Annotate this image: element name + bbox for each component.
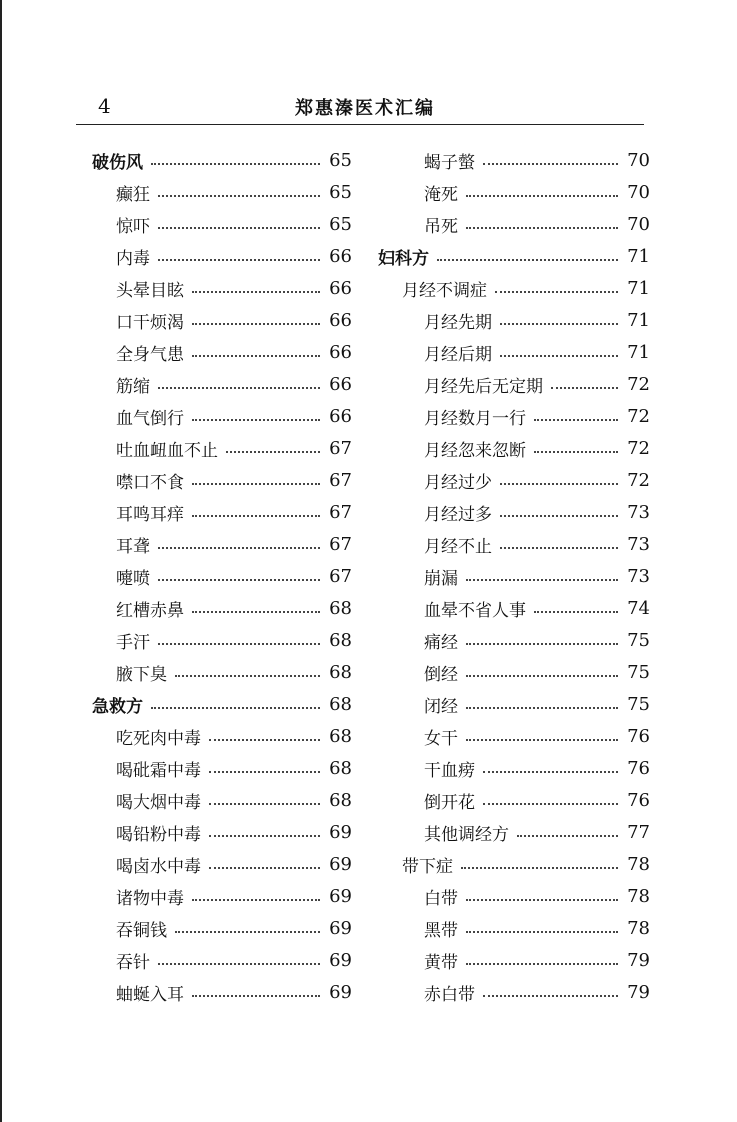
toc-entry: [92, 784, 352, 816]
dot-leader: [192, 995, 320, 997]
toc-entry-page: 75: [627, 629, 650, 651]
toc-entry-page: 68: [329, 757, 352, 779]
toc-entry: [378, 176, 650, 208]
toc-entry-page: 65: [329, 181, 352, 203]
toc-entry-page: 69: [329, 981, 352, 1003]
toc-entry-page: 78: [627, 917, 650, 939]
toc-entry-title: 白带: [424, 888, 458, 909]
toc-entry-page: 70: [627, 213, 650, 235]
toc-entry: [92, 336, 352, 368]
toc-entry-title: 红槽赤鼻: [116, 600, 184, 621]
toc-entry-title: 头晕目眩: [116, 280, 184, 301]
toc-entry-title: 倒经: [424, 664, 458, 685]
dot-leader: [466, 227, 618, 229]
book-title: 郑惠溱医术汇编: [295, 98, 435, 119]
toc-entry-title: 黑带: [424, 920, 458, 941]
toc-entry-title: 惊吓: [116, 216, 150, 237]
toc-entry-page: 76: [627, 725, 650, 747]
dot-leader: [158, 643, 320, 645]
toc-entry: [378, 848, 650, 880]
dot-leader: [192, 515, 320, 517]
dot-leader: [192, 483, 320, 485]
toc-entry-page: 67: [329, 437, 352, 459]
toc-entry-title: 闭经: [424, 696, 458, 717]
toc-entry-title: 血气倒行: [116, 408, 184, 429]
toc-entry-title: 女干: [424, 728, 458, 749]
toc-entry: [92, 400, 352, 432]
dot-leader: [158, 227, 320, 229]
dot-leader: [466, 899, 618, 901]
toc-entry-page: 66: [329, 245, 352, 267]
toc-entry-title: 月经先期: [424, 312, 492, 333]
dot-leader: [158, 579, 320, 581]
toc-entry: [92, 976, 352, 1008]
toc-entry: [378, 944, 650, 976]
toc-entry: [92, 432, 352, 464]
toc-entry-page: 68: [329, 629, 352, 651]
toc-entry-page: 79: [627, 981, 650, 1003]
toc-entry-page: 73: [627, 533, 650, 555]
dot-leader: [466, 643, 618, 645]
toc-entry-title: 蝎子螫: [424, 152, 475, 173]
dot-leader: [466, 739, 618, 741]
toc-entry: [378, 784, 650, 816]
toc-entry: [378, 752, 650, 784]
toc-entry: [92, 624, 352, 656]
toc-entry-title: 月经后期: [424, 344, 492, 365]
dot-leader: [466, 579, 618, 581]
toc-entry-page: 69: [329, 917, 352, 939]
toc-entry-page: 71: [627, 309, 650, 331]
toc-entry: [92, 560, 352, 592]
toc-entry-page: 72: [627, 405, 650, 427]
dot-leader: [495, 291, 618, 293]
toc-entry-title: 赤白带: [424, 984, 475, 1005]
toc-entry: [92, 240, 352, 272]
toc-entry-page: 71: [627, 341, 650, 363]
toc-entry-page: 75: [627, 661, 650, 683]
toc-entry-title: 内毒: [116, 248, 150, 269]
dot-leader: [158, 547, 320, 549]
toc-entry-page: 79: [627, 949, 650, 971]
header-rule: [76, 124, 644, 125]
dot-leader: [192, 899, 320, 901]
page-header: [0, 92, 737, 122]
dot-leader: [466, 931, 618, 933]
toc-entry: [378, 464, 650, 496]
toc-entry-page: 71: [627, 277, 650, 299]
toc-entry-title: 月经先后无定期: [424, 376, 543, 397]
toc-entry-title: 月经忽来忽断: [424, 440, 526, 461]
toc-entry-title: 蚰蜒入耳: [116, 984, 184, 1005]
dot-leader: [151, 707, 320, 709]
toc-entry-page: 66: [329, 405, 352, 427]
dot-leader: [534, 451, 618, 453]
dot-leader: [158, 963, 320, 965]
toc-entry-page: 72: [627, 373, 650, 395]
toc-entry: [92, 752, 352, 784]
toc-entry-title: 腋下臭: [116, 664, 167, 685]
toc-entry-page: 69: [329, 853, 352, 875]
toc-entry-title: 口干烦渴: [116, 312, 184, 333]
dot-leader: [192, 355, 320, 357]
dot-leader: [517, 835, 618, 837]
dot-leader: [500, 323, 618, 325]
page-left-border: [0, 0, 2, 1122]
toc-entry-page: 69: [329, 821, 352, 843]
dot-leader: [466, 195, 618, 197]
page-number: 4: [98, 94, 111, 118]
dot-leader: [483, 163, 618, 165]
toc-entry: [378, 496, 650, 528]
toc-entry: [92, 944, 352, 976]
toc-entry: [378, 624, 650, 656]
dot-leader: [461, 867, 618, 869]
toc-entry: [378, 272, 650, 304]
dot-leader: [500, 515, 618, 517]
toc-entry: [378, 720, 650, 752]
toc-entry-title: 崩漏: [424, 568, 458, 589]
toc-entry: [378, 880, 650, 912]
toc-entry-title: 喝铅粉中毒: [116, 824, 201, 845]
dot-leader: [192, 323, 320, 325]
toc-entry-title: 吞铜钱: [116, 920, 167, 941]
dot-leader: [175, 931, 320, 933]
toc-entry-page: 68: [329, 661, 352, 683]
toc-entry: [92, 144, 352, 176]
toc-entry: [92, 688, 352, 720]
toc-entry: [378, 240, 650, 272]
toc-left-column: [92, 144, 352, 1008]
toc-entry-title: 倒开花: [424, 792, 475, 813]
toc-entry-title: 耳聋: [116, 536, 150, 557]
toc-entry: [92, 528, 352, 560]
toc-entry-title: 癫狂: [116, 184, 150, 205]
toc-entry: [378, 560, 650, 592]
dot-leader: [192, 419, 320, 421]
toc-entry: [378, 144, 650, 176]
toc-entry-title: 月经不止: [424, 536, 492, 557]
toc-entry: [92, 720, 352, 752]
toc-entry: [92, 368, 352, 400]
toc-entry-page: 69: [329, 885, 352, 907]
dot-leader: [209, 835, 320, 837]
toc-entry-title: 嚏喷: [116, 568, 150, 589]
toc-entry-title: 干血痨: [424, 760, 475, 781]
toc-entry-title: 血晕不省人事: [424, 600, 526, 621]
dot-leader: [466, 963, 618, 965]
toc-entry: [378, 688, 650, 720]
dot-leader: [209, 803, 320, 805]
toc-entry-page: 67: [329, 501, 352, 523]
toc-entry-title: 破伤风: [92, 152, 143, 173]
toc-entry: [378, 304, 650, 336]
toc-entry-title: 月经过少: [424, 472, 492, 493]
toc-entry: [378, 592, 650, 624]
toc-entry-title: 筋缩: [116, 376, 150, 397]
toc-entry-page: 66: [329, 341, 352, 363]
toc-entry-title: 淹死: [424, 184, 458, 205]
dot-leader: [192, 611, 320, 613]
dot-leader: [209, 771, 320, 773]
toc-entry: [378, 656, 650, 688]
toc-entry-page: 68: [329, 597, 352, 619]
dot-leader: [483, 995, 618, 997]
toc-entry-title: 急救方: [92, 696, 143, 717]
toc-entry-page: 74: [627, 597, 650, 619]
toc-entry-title: 痛经: [424, 632, 458, 653]
toc-entry-page: 66: [329, 277, 352, 299]
toc-entry-title: 喝卤水中毒: [116, 856, 201, 877]
toc-entry-title: 月经过多: [424, 504, 492, 525]
dot-leader: [158, 387, 320, 389]
dot-leader: [500, 483, 618, 485]
dot-leader: [551, 387, 618, 389]
toc-entry: [378, 208, 650, 240]
dot-leader: [158, 259, 320, 261]
toc-entry-title: 吞针: [116, 952, 150, 973]
dot-leader: [226, 451, 320, 453]
dot-leader: [158, 195, 320, 197]
toc-entry: [92, 880, 352, 912]
toc-entry-title: 月经不调症: [402, 280, 487, 301]
toc-entry-page: 78: [627, 885, 650, 907]
toc-entry-page: 68: [329, 789, 352, 811]
toc-entry: [92, 496, 352, 528]
dot-leader: [483, 771, 618, 773]
toc-entry: [378, 400, 650, 432]
toc-entry-title: 诸物中毒: [116, 888, 184, 909]
toc-entry: [92, 816, 352, 848]
toc-entry-page: 69: [329, 949, 352, 971]
toc-entry-page: 70: [627, 181, 650, 203]
toc-entry-title: 其他调经方: [424, 824, 509, 845]
toc-entry-page: 67: [329, 565, 352, 587]
toc-entry-title: 带下症: [402, 856, 453, 877]
toc-entry-page: 65: [329, 213, 352, 235]
toc-entry: [378, 816, 650, 848]
toc-entry-page: 76: [627, 789, 650, 811]
toc-entry-title: 吐血衄血不止: [116, 440, 218, 461]
toc-entry-page: 66: [329, 309, 352, 331]
toc-entry-page: 66: [329, 373, 352, 395]
toc-entry-title: 手汗: [116, 632, 150, 653]
toc-entry-title: 吊死: [424, 216, 458, 237]
toc-entry-page: 72: [627, 469, 650, 491]
toc-entry: [378, 336, 650, 368]
toc-entry: [378, 528, 650, 560]
toc-entry-title: 噤口不食: [116, 472, 184, 493]
dot-leader: [175, 675, 320, 677]
toc-entry: [378, 976, 650, 1008]
toc-entry-page: 72: [627, 437, 650, 459]
dot-leader: [483, 803, 618, 805]
toc-entry-page: 76: [627, 757, 650, 779]
dot-leader: [192, 291, 320, 293]
dot-leader: [534, 419, 618, 421]
toc-entry: [92, 208, 352, 240]
toc-entry: [92, 848, 352, 880]
dot-leader: [209, 867, 320, 869]
toc-entry-page: 67: [329, 533, 352, 555]
dot-leader: [437, 259, 618, 261]
dot-leader: [500, 355, 618, 357]
dot-leader: [466, 707, 618, 709]
toc-entry: [92, 464, 352, 496]
toc-entry: [378, 912, 650, 944]
toc-entry-title: 耳鸣耳痒: [116, 504, 184, 525]
toc-entry: [92, 912, 352, 944]
toc-entry-page: 67: [329, 469, 352, 491]
toc-entry-page: 75: [627, 693, 650, 715]
toc-entry-title: 妇科方: [378, 248, 429, 269]
toc-right-column: [378, 144, 650, 1008]
dot-leader: [209, 739, 320, 741]
toc-entry-title: 喝大烟中毒: [116, 792, 201, 813]
toc-entry-page: 70: [627, 149, 650, 171]
toc-entry-page: 73: [627, 501, 650, 523]
toc-entry-title: 喝砒霜中毒: [116, 760, 201, 781]
toc-entry-title: 月经数月一行: [424, 408, 526, 429]
toc-entry: [92, 304, 352, 336]
toc-entry-title: 全身气患: [116, 344, 184, 365]
toc-entry: [92, 656, 352, 688]
dot-leader: [500, 547, 618, 549]
toc-entry-page: 77: [627, 821, 650, 843]
toc-entry-page: 71: [627, 245, 650, 267]
toc-entry: [378, 432, 650, 464]
toc-entry-page: 65: [329, 149, 352, 171]
toc-entry-page: 68: [329, 693, 352, 715]
toc-entry: [92, 176, 352, 208]
toc-entry: [92, 592, 352, 624]
dot-leader: [151, 163, 320, 165]
toc-entry-title: 黄带: [424, 952, 458, 973]
dot-leader: [466, 675, 618, 677]
toc-entry-title: 吃死肉中毒: [116, 728, 201, 749]
toc-entry-page: 73: [627, 565, 650, 587]
toc-entry-page: 68: [329, 725, 352, 747]
dot-leader: [534, 611, 618, 613]
toc-entry: [378, 368, 650, 400]
toc-entry: [92, 272, 352, 304]
toc-entry-page: 78: [627, 853, 650, 875]
